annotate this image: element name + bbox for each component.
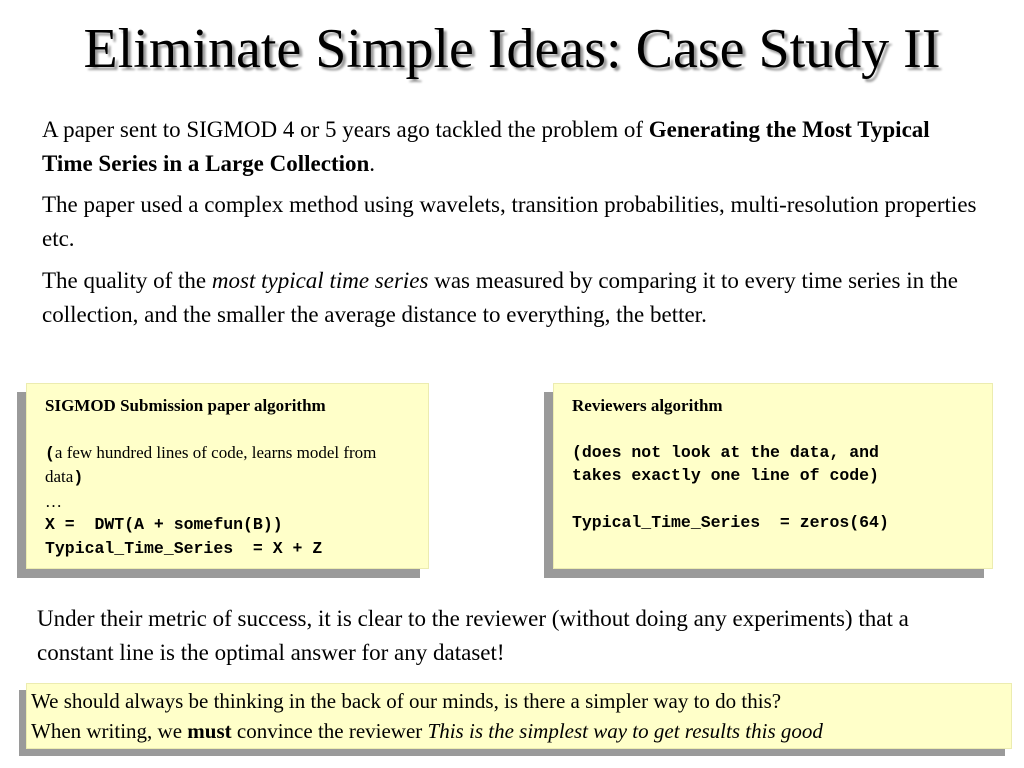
takeaway-note — [26, 683, 1012, 749]
intro-bold-topic: Generating the Most Typical Time Series in a Large Collection — [42, 117, 930, 176]
note-line-2-pre: When writing, we — [31, 719, 188, 743]
reviewers-line-2: takes exactly one line of code) — [572, 466, 879, 485]
sigmod-algorithm-box — [26, 383, 429, 569]
reviewers-code: Typical_Time_Series = zeros(64) — [572, 512, 889, 532]
paren-open: ( — [45, 443, 55, 463]
intro-paragraph — [42, 113, 962, 181]
reviewers-box-header: Reviewers algorithm — [572, 396, 723, 415]
slide-title: Eliminate Simple Ideas: Case Study II — [83, 18, 941, 80]
note-must: must — [187, 719, 232, 743]
conclusion-paragraph: Under their metric of success, it is clear to the reviewer (without doing any experiments) that a constant line is the optimal answer for any dataset! — [37, 606, 909, 665]
quality-text-post: was measured by comparing it to every time series in the collection, and the smaller the average distance to everything, the better. — [42, 268, 958, 327]
note-line-2 — [31, 716, 1007, 746]
note-line-1: We should always be thinking in the back of our minds, is there a simpler way to do this? — [31, 689, 782, 713]
note-italic: This is the simplest way to get results this good — [427, 719, 823, 743]
spacer — [572, 488, 974, 511]
reviewers-line-1: (does not look at the data, and — [572, 442, 879, 462]
sigmod-box-header: SIGMOD Submission paper algorithm — [45, 396, 326, 415]
ellipsis: … — [45, 491, 62, 511]
note-line-2-mid: convince the reviewer — [231, 719, 428, 743]
quality-italic: most typical time series — [211, 268, 429, 293]
paren-close: ) — [73, 468, 84, 487]
spacer — [572, 418, 974, 441]
method-paragraph: The paper used a complex method using wavelets, transition probabilities, multi-resolution properties etc. — [42, 192, 977, 251]
code-line-2: Typical_Time_Series = X + Z — [45, 538, 323, 558]
quality-text-pre: The quality of the — [42, 268, 212, 293]
intro-period: . — [369, 151, 376, 176]
intro-text: A paper sent to SIGMOD 4 or 5 years ago tackled the problem of — [42, 117, 649, 142]
code-line-1: X = DWT(A + somefun(B)) — [45, 515, 283, 534]
quality-paragraph — [42, 264, 982, 332]
description-text: a few hundred lines of code, learns model from data — [45, 442, 377, 486]
spacer — [45, 418, 410, 441]
reviewers-algorithm-box — [553, 383, 993, 569]
sigmod-box-description — [45, 441, 410, 490]
